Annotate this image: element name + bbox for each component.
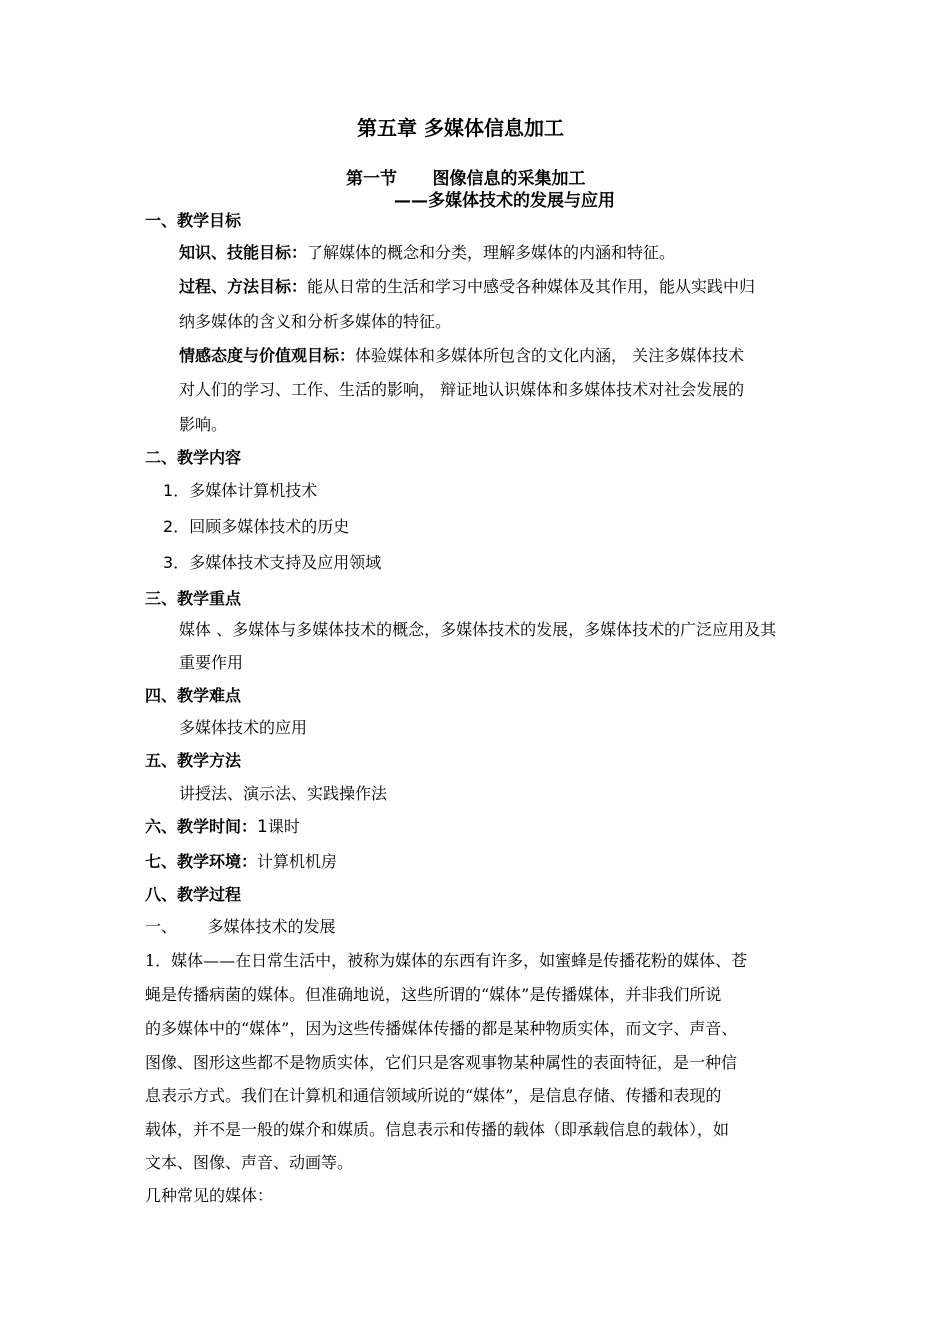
- difficulties-text: 多媒体技术的应用: [179, 718, 308, 737]
- section-title: 第一节 图像信息的采集加工: [346, 169, 586, 189]
- content-item: [163, 516, 349, 538]
- paragraph-line: 息表示方式。我们在计算机和通信领域所说的“媒体”，是信息存储、传播和表现的: [145, 1086, 722, 1105]
- goal-emotion-cont: 对人们的学习、工作、生活的影响， 辩证地认识媒体和多媒体技术对社会发展的: [179, 380, 745, 399]
- goal-emotion: [179, 345, 744, 367]
- goal-emotion-text: 体验媒体和多媒体所包含的文化内涵， 关注多媒体技术: [355, 346, 745, 365]
- paragraph-line: 蝇是传播病菌的媒体。但准确地说，这些所谓的“媒体”是传播媒体，并非我们所说: [145, 985, 722, 1004]
- goal-process-cont: 纳多媒体的含义和分析多媒体的特征。: [179, 312, 452, 331]
- heading-teaching-content: 二、教学内容: [145, 448, 242, 467]
- key-points-text-cont: 重要作用: [179, 653, 244, 672]
- paragraph-line: 文本、图像、声音、动画等。: [145, 1153, 354, 1172]
- chapter-title: 第五章 多媒体信息加工: [357, 116, 564, 140]
- heading-difficulties: 四、教学难点: [145, 686, 242, 705]
- content-item-text: ．回顾多媒体技术的历史: [173, 517, 350, 536]
- teaching-time: [145, 816, 300, 838]
- content-item-text: ．多媒体计算机技术: [173, 481, 318, 500]
- part-one-heading: 一、 多媒体技术的发展: [145, 917, 336, 936]
- methods-text: 讲授法、演示法、实践操作法: [179, 784, 388, 803]
- heading-teaching-goals: 一、教学目标: [145, 211, 242, 230]
- key-points-text: 媒体 、多媒体与多媒体技术的概念，多媒体技术的发展，多媒体技术的广泛应用及其: [179, 620, 777, 639]
- goal-emotion-cont2: 影响。: [179, 415, 228, 434]
- goal-process: [179, 276, 755, 298]
- common-media-heading: 几种常见的媒体：: [145, 1186, 274, 1205]
- heading-methods: 五、教学方法: [145, 751, 242, 770]
- goal-knowledge: [179, 242, 675, 264]
- teaching-environment: [145, 851, 337, 873]
- teaching-time-unit: 课时: [267, 817, 300, 836]
- content-item: [163, 552, 381, 574]
- teaching-environment-text: 计算机机房: [257, 852, 338, 871]
- goal-knowledge-label: 知识、技能目标：: [179, 243, 308, 262]
- heading-teaching-time: 六、教学时间：: [145, 817, 258, 836]
- paragraph-line: 1．媒体——在日常生活中，被称为媒体的东西有许多，如蜜蜂是传播花粉的媒体、苍: [145, 951, 748, 970]
- content-item-number: 3: [163, 553, 174, 572]
- content-item: [163, 480, 317, 502]
- goal-knowledge-text: 了解媒体的概念和分类，理解多媒体的内涵和特征。: [307, 243, 676, 262]
- paragraph-line: 载体，并不是一般的媒介和媒质。信息表示和传播的载体（即承载信息的载体），如: [145, 1120, 730, 1139]
- teaching-time-number: 1: [257, 817, 268, 837]
- heading-key-points: 三、教学重点: [145, 589, 242, 608]
- goal-process-text: 能从日常的生活和学习中感受各种媒体及其作用，能从实践中归: [307, 277, 756, 296]
- paragraph-line: 的多媒体中的“媒体”，因为这些传播媒体传播的都是某种物质实体，而文字、声音、: [145, 1019, 738, 1038]
- heading-teaching-environment: 七、教学环境：: [145, 852, 258, 871]
- section-subtitle: ——多媒体技术的发展与应用: [394, 191, 615, 211]
- content-item-number: 2: [163, 517, 174, 536]
- content-item-number: 1: [163, 481, 174, 500]
- heading-teaching-process: 八、教学过程: [145, 885, 242, 904]
- paragraph-line: 图像、图形这些都不是物质实体，它们只是客观事物某种属性的表面特征，是一种信: [145, 1053, 738, 1072]
- goal-process-label: 过程、方法目标：: [179, 277, 308, 296]
- goal-emotion-label: 情感态度与价值观目标：: [179, 346, 356, 365]
- content-item-text: ．多媒体技术支持及应用领域: [173, 553, 382, 572]
